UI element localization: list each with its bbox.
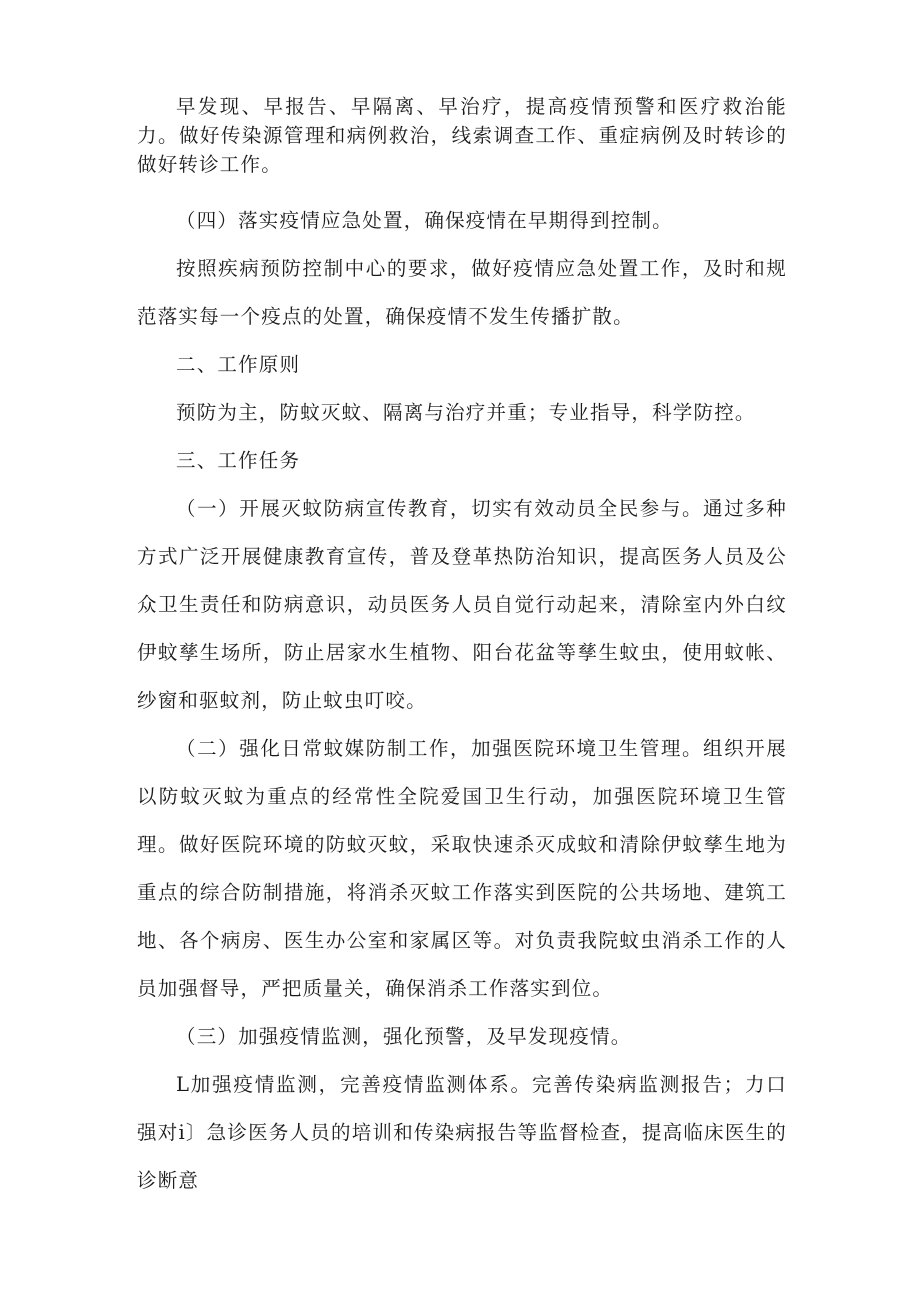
paragraph-monitoring: L加强疫情监测，完善疫情监测体系。完善传染病监测报告；力口强对i〕急诊医务人员的培训和传染病报告等监督检查，提高临床医生的诊断意 <box>137 1073 787 1192</box>
heading-task-3: （三）加强疫情监测，强化预警，及早发现疫情。 <box>176 1025 632 1048</box>
paragraph-principles: 预防为主，防蚊灭蚊、隔离与治疗并重；专业指导，科学防控。 <box>176 401 756 424</box>
paragraph-early-detection: 早发现、早报告、早隔离、早治疗，提高疫情预警和医疗救治能力。做好传染源管理和病例救治，线索调查工作、重症病例及时转诊的做好转诊工作。 <box>137 95 787 176</box>
paragraph-emergency-response: 按照疾病预防控制中心的要求，做好疫情应急处置工作，及时和规范落实每一个疫点的处置，确保疫情不发生传播扩散。 <box>137 257 787 328</box>
paragraph-task-1: （一）开展灭蚊防病宣传教育，切实有效动员全民参与。通过多种方式广泛开展健康教育宣传，普及登革热防治知识，提高医务人员及公众卫生责任和防病意识，动员医务人员自觉行动起来，清除室内外白纹伊蚊孳生场所，防止居家水生植物、阳台花盆等孳生蚊虫，使用蚊帐、纱窗和驱蚊剂，防止蚊虫叮咬。 <box>137 497 787 712</box>
paragraph-task-2: （二）强化日常蚊媒防制工作，加强医院环境卫生管理。组织开展以防蚊灭蚊为重点的经常性全院爱国卫生行动，加强医院环境卫生管理。做好医院环境的防蚊灭蚊，采取快速杀灭成蚊和清除伊蚊孳生地为重点的综合防制措施，将消杀灭蚊工作落实到医院的公共场地、建筑工地、各个病房、医生办公室和家属区等。对负责我院蚊虫消杀工作的人员加强督导，严把质量关，确保消杀工作落实到位。 <box>137 737 787 1000</box>
text-column <box>137 92 787 1205</box>
heading-section-4: （四）落实疫情应急处置，确保疫情在早期得到控制。 <box>176 209 673 232</box>
heading-work-principles: 二、工作原则 <box>176 353 301 376</box>
heading-work-tasks: 三、工作任务 <box>176 449 301 472</box>
